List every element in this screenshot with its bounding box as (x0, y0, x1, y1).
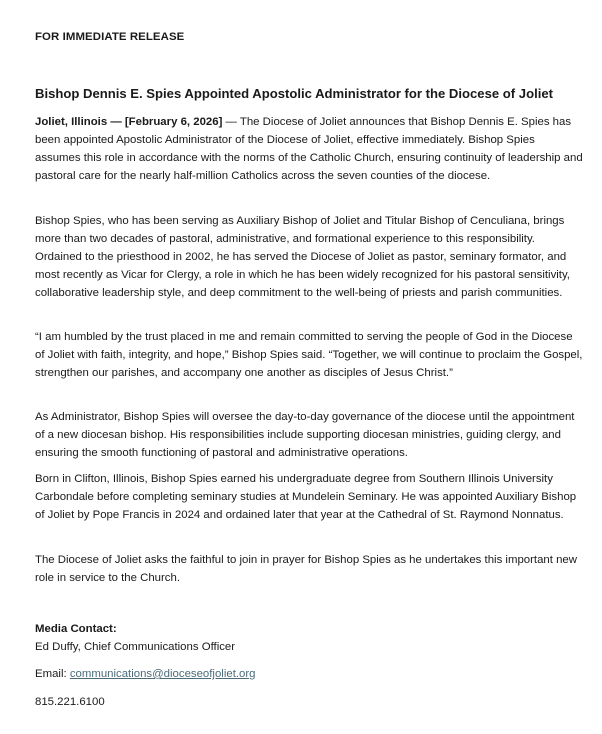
paragraph-announcement-text: — The Diocese of Joliet announces that Bishop Dennis E. Spies has been appointed Apostolic Administrator of the Diocese of Joliet, effective immediately. Bishop Spies assumes this role in accordance with the norms of the Catholic Church, ensuring continuity of leadership and pastoral care for the nearly half-million Catholics across the seven counties of the diocese. (35, 116, 583, 182)
media-contact-heading: Media Contact: (35, 623, 117, 635)
media-contact-email-line (35, 668, 256, 680)
paragraph-background: Bishop Spies, who has been serving as Auxiliary Bishop of Joliet and Titular Bishop of Cenculiana, brings more than two decades of pastoral, administrative, and formational experience to this responsibility. Ordained to the priesthood in 2002, he has served the Diocese of Joliet as pastor, seminary formator, and most recently as Vicar for Clergy, a role in which he has been widely recognized for his pastoral sensitivity, collaborative leadership style, and deep commitment to the well-being of priests and parish communities. (35, 215, 570, 299)
paragraph-responsibilities: As Administrator, Bishop Spies will oversee the day-to-day governance of the diocese until the appointment of a new diocesan bishop. His responsibilities include supporting diocesan ministries, guiding clergy, and ensuring the smooth functioning of pastoral and administrative operations. (35, 411, 575, 459)
email-label: Email: (35, 668, 70, 680)
media-contact-phone: 815.221.6100 (35, 696, 105, 708)
email-link[interactable]: communications@dioceseofjoliet.org (69, 668, 256, 680)
paragraph-quote: “I am humbled by the trust placed in me and remain committed to serving the people of God in the Diocese of Joliet with faith, integrity, and hope,” Bishop Spies said. “Together, we will continue to proclaim the Gospel, strengthen our parishes, and accompany one another as disciples of Jesus Christ.” (35, 331, 583, 379)
paragraph-announcement (35, 113, 583, 185)
headline: Bishop Dennis E. Spies Appointed Apostolic Administrator for the Diocese of Joliet (35, 86, 553, 101)
release-label: FOR IMMEDIATE RELEASE (35, 31, 185, 43)
paragraph-prayer-request: The Diocese of Joliet asks the faithful to join in prayer for Bishop Spies as he undertakes this important new role in service to the Church. (35, 554, 577, 584)
media-contact-name: Ed Duffy, Chief Communications Officer (35, 641, 236, 653)
dateline: Joliet, Illinois — [February 6, 2026] (35, 116, 223, 128)
paragraph-biography: Born in Clifton, Illinois, Bishop Spies earned his undergraduate degree from Southern Illinois University Carbondale before completing seminary studies at Mundelein Seminary. He was appointed Auxiliary Bishop of Joliet by Pope Francis in 2024 and ordained later that year at the Cathedral of St. Raymond Nonnatus. (35, 473, 577, 521)
